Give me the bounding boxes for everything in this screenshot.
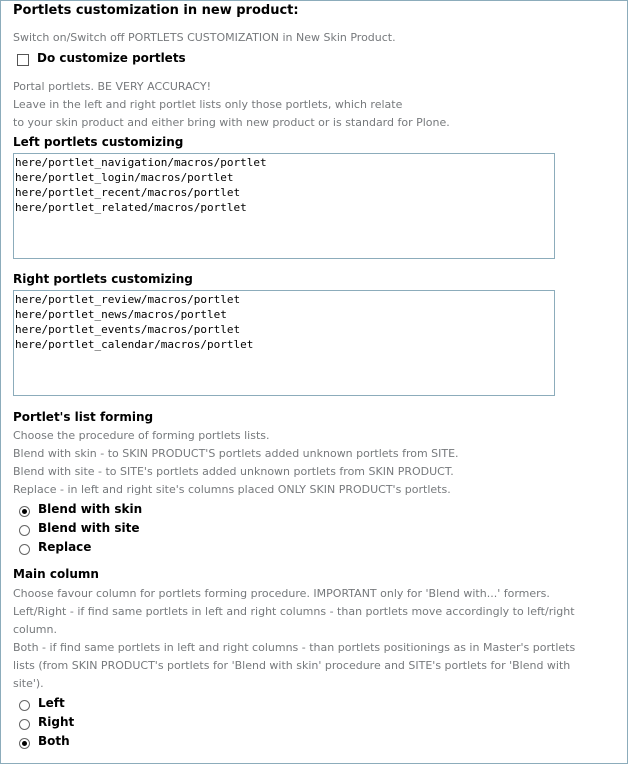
portal-portlets-help-1: Portal portlets. BE VERY ACCURACY! <box>13 80 212 93</box>
radio-both-label[interactable]: Both <box>38 734 70 748</box>
customize-checkbox-label[interactable]: Do customize portlets <box>37 51 186 65</box>
customize-help: Switch on/Switch off PORTLETS CUSTOMIZATION in New Skin Product. <box>13 31 396 44</box>
main-column-help-2: Left/Right - if find same portlets in left and right columns - than portlets move accordingly to left/right <box>13 605 575 618</box>
list-forming-help-2: Blend with skin - to SKIN PRODUCT'S portlets added unknown portlets from SITE. <box>13 447 459 460</box>
main-column-help-6: site'). <box>13 677 44 690</box>
radio-blend-with-skin-label[interactable]: Blend with skin <box>38 502 143 516</box>
radio-right-label[interactable]: Right <box>38 715 75 729</box>
radio-both[interactable] <box>19 738 30 749</box>
radio-right[interactable] <box>19 719 30 730</box>
radio-blend-with-site-label[interactable]: Blend with site <box>38 521 140 535</box>
left-portlets-label: Left portlets customizing <box>13 135 184 149</box>
list-forming-help-1: Choose the procedure of forming portlets lists. <box>13 429 270 442</box>
radio-left-label[interactable]: Left <box>38 696 65 710</box>
main-column-help-5: lists (from SKIN PRODUCT's portlets for 'Blend with skin' procedure and SITE's portlets for 'Blend with <box>13 659 571 672</box>
main-column-help-3: column. <box>13 623 57 636</box>
right-portlets-label: Right portlets customizing <box>13 272 193 286</box>
radio-left[interactable] <box>19 700 30 711</box>
main-column-help-1: Choose favour column for portlets forming procedure. IMPORTANT only for 'Blend with...' formers. <box>13 587 550 600</box>
left-portlets-textarea[interactable] <box>13 153 555 259</box>
portal-portlets-help-2: Leave in the left and right portlet lists only those portlets, which relate <box>13 98 403 111</box>
list-forming-label: Portlet's list forming <box>13 410 154 424</box>
radio-blend-with-skin[interactable] <box>19 506 30 517</box>
customize-checkbox[interactable] <box>17 54 29 66</box>
portal-portlets-help-3: to your skin product and either bring with new product or is standard for Plone. <box>13 116 450 129</box>
list-forming-help-3: Blend with site - to SITE's portlets added unknown portlets from SKIN PRODUCT. <box>13 465 454 478</box>
radio-replace-label[interactable]: Replace <box>38 540 92 554</box>
section-title: Portlets customization in new product: <box>13 3 299 18</box>
right-portlets-textarea[interactable] <box>13 290 555 396</box>
radio-blend-with-site[interactable] <box>19 525 30 536</box>
radio-replace[interactable] <box>19 544 30 555</box>
list-forming-help-4: Replace - in left and right site's columns placed ONLY SKIN PRODUCT's portlets. <box>13 483 451 496</box>
main-column-label: Main column <box>13 567 99 581</box>
main-column-help-4: Both - if find same portlets in left and right columns - than portlets positionings as in Master's portlets <box>13 641 576 654</box>
